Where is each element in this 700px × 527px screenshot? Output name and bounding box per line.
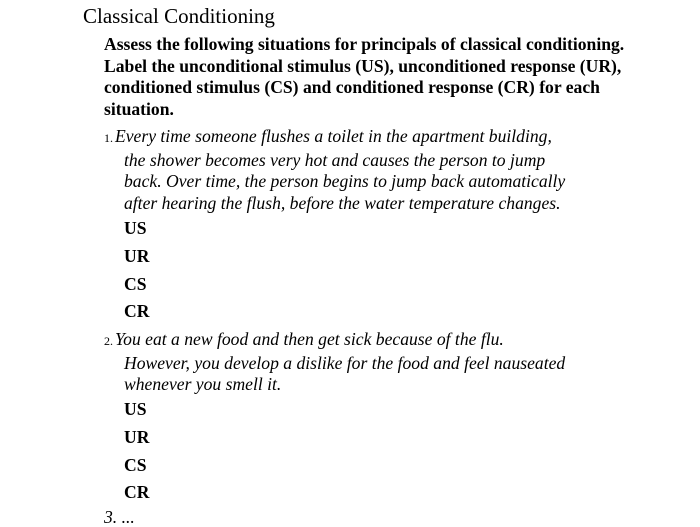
question-1-line-3: back. Over time, the person begins to jump back automatically xyxy=(124,171,566,191)
q1-label-cr: CR xyxy=(124,301,150,321)
instructions-text: Assess the following situations for principals of classical conditioning. Label the unconditional stimulus (US), unconditioned response (UR), conditioned stimulus (CS) and conditioned response (CR) for each situation. xyxy=(104,34,625,119)
q2-label-cr: CR xyxy=(124,482,150,502)
q2-label-ur: UR xyxy=(124,427,150,447)
question-2-line-2: However, you develop a dislike for the food and feel nauseated xyxy=(124,352,566,373)
question-2-line-1 xyxy=(104,329,644,353)
q1-label-cs: CS xyxy=(124,274,147,294)
question-2 xyxy=(104,329,644,396)
cutoff-text: 3. ... xyxy=(104,507,135,527)
question-1 xyxy=(104,126,644,214)
q2-label-us: US xyxy=(124,399,147,419)
question-2-line-3: whenever you smell it. xyxy=(124,374,282,394)
question-1-text-1: Every time someone flushes a toilet in the apartment building, xyxy=(115,126,552,146)
question-1-line-2: the shower becomes very hot and causes the person to jump xyxy=(124,149,546,170)
q1-label-ur: UR xyxy=(124,246,150,266)
question-2-text-1: You eat a new food and then get sick because of the flu. xyxy=(115,329,504,349)
q1-label-us: US xyxy=(124,218,147,238)
q2-label-cs: CS xyxy=(124,455,147,475)
question-1-line-1 xyxy=(104,126,644,150)
question-1-number: 1. xyxy=(104,131,113,145)
question-1-line-4: after hearing the flush, before the water temperature changes. xyxy=(124,192,561,213)
question-2-number: 2. xyxy=(104,334,113,348)
cutoff-next-question xyxy=(104,505,604,527)
page-title: Classical Conditioning xyxy=(83,4,275,28)
